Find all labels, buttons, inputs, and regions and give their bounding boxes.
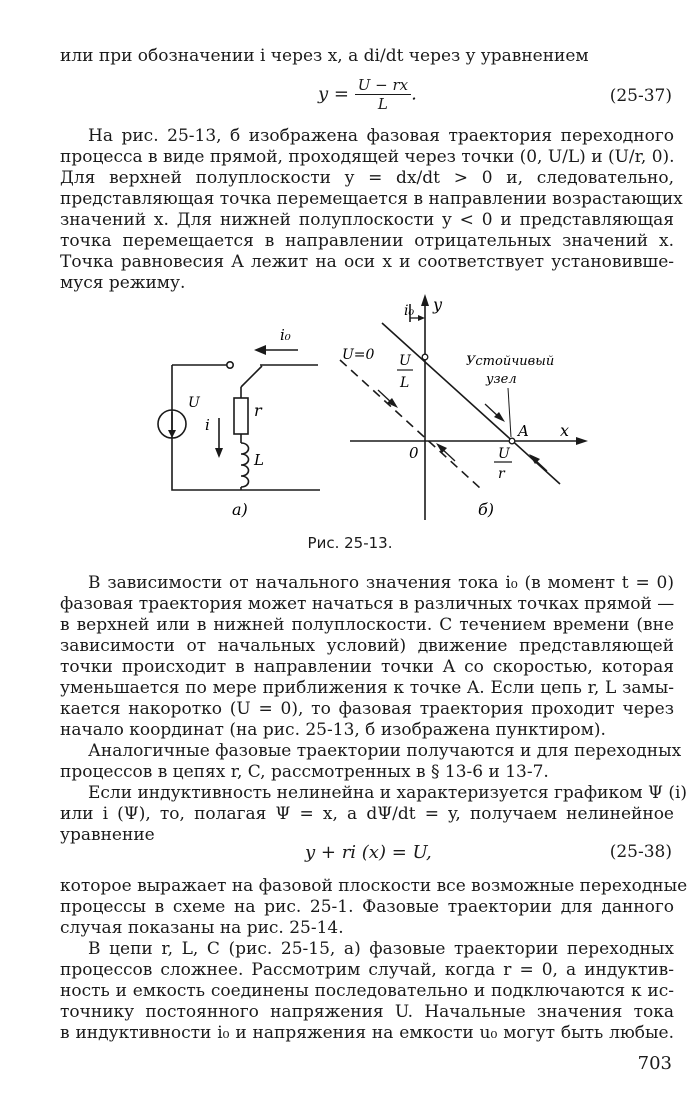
resistor <box>234 398 248 434</box>
circuit-current-label: i₀ <box>280 326 291 344</box>
text-line: точка перемещается в направлении отрицательных значений x. <box>60 231 674 251</box>
text-line: процессов сложнее. Рассмотрим случай, когда r = 0, а индуктив- <box>60 960 674 980</box>
text-line: ность и емкость соединены последовательно и подключаются к ис- <box>60 981 674 1001</box>
text-line: Для верхней полуплоскости y = dx/dt > 0 и, следовательно, <box>60 168 674 188</box>
eq-lhs: y = <box>318 83 349 105</box>
text-line: которое выражает на фазовой плоскости все возможные переходные <box>60 876 688 896</box>
inductor <box>241 443 249 487</box>
i0-label: i₀ <box>404 303 415 319</box>
text-line: случая показаны на рис. 25-14. <box>60 918 344 938</box>
equilibrium-point-a <box>509 438 515 444</box>
switch-blade <box>241 366 262 387</box>
equation-number: (25-37) <box>609 86 672 106</box>
source-label: U <box>188 395 200 411</box>
subfigure-a-label: а) <box>232 500 248 519</box>
text-line: На рис. 25-13, б изображена фазовая траектория переходного <box>88 126 674 146</box>
x-intercept-denominator: r <box>498 466 505 482</box>
resistor-label: r <box>254 401 262 420</box>
text-line: процессы в схеме на рис. 25-1. Фазовые траектории для данного <box>60 897 674 917</box>
y-intercept-point <box>422 354 428 360</box>
fraction <box>355 76 411 113</box>
loop-current-label: i <box>205 416 210 434</box>
x-intercept-numerator: U <box>498 446 510 462</box>
x-axis-label: x <box>560 421 570 440</box>
text-line: начало координат (на рис. 25-13, б изображена пунктиром). <box>60 720 606 740</box>
text-line: Точка равновесия A лежит на оси x и соответствует установивше- <box>60 252 674 272</box>
text-line: значений x. Для нижней полуплоскости y < 0 и представляющая <box>60 210 674 230</box>
subfigure-b-label: б) <box>478 500 495 519</box>
stable-node-label-2: узел <box>486 372 517 387</box>
text-line: уменьшается по мере приближения к точке A. Если цепь r, L замы- <box>60 678 674 698</box>
text-line: В цепи r, L, C (рис. 25-15, а) фазовые траектории переходных <box>88 939 674 959</box>
origin-label: 0 <box>409 444 419 462</box>
text-line: муся режиму. <box>60 273 186 293</box>
text-line: Если индуктивность нелинейна и характеризуется графиком Ψ (i) <box>88 783 688 803</box>
text-line: процессов в цепях r, C, рассмотренных в § 13-6 и 13-7. <box>60 762 549 782</box>
text-line: кается накоротко (U = 0), то фазовая траектория проходит через <box>60 699 674 719</box>
text-line: в верхней или в нижней полуплоскости. С течением времени (вне <box>60 615 674 635</box>
y-intercept-denominator: L <box>400 375 410 391</box>
page-number: 703 <box>637 1053 672 1074</box>
text-line: зависимости от начальных условий) движение представляющей <box>60 636 674 656</box>
u0-label: U=0 <box>342 347 375 363</box>
text-line: в индуктивности i₀ и напряжения на емкости u₀ могут быть любые. <box>60 1023 674 1043</box>
text-line: точнику постоянного напряжения U. Начальные значения тока <box>60 1002 674 1022</box>
text-line: В зависимости от начального значения тока i₀ (в момент t = 0) <box>88 573 674 593</box>
fraction-denominator: L <box>377 95 388 113</box>
equation-25-38: y + ri (x) = U, <box>305 842 432 863</box>
y-axis-label: y <box>433 295 443 314</box>
fraction-numerator: U − rx <box>355 76 411 95</box>
text-line: Аналогичные фазовые траектории получаются и для переходных <box>88 741 682 761</box>
text-line: фазовая траектория может начаться в различных точках прямой — <box>60 594 675 614</box>
figure-25-13 <box>0 290 700 530</box>
equation-25-37 <box>318 76 417 113</box>
y-intercept-numerator: U <box>399 353 411 369</box>
point-a-label: A <box>518 422 529 440</box>
text-line: точки происходит в направлении точки A со скоростью, которая <box>60 657 674 677</box>
text-line: или при обозначении i через x, а di/dt через y уравнением <box>60 46 589 66</box>
switch-contact <box>227 362 233 368</box>
text-line: или i (Ψ), то, полагая Ψ = x, а dΨ/dt = y, получаем нелинейное <box>60 804 674 824</box>
equation-number: (25-38) <box>609 842 672 862</box>
text-line: процесса в виде прямой, проходящей через точки (0, U/L) и (U/r, 0). <box>60 147 675 167</box>
text-line: уравнение <box>60 825 155 845</box>
eq-tail: . <box>411 83 417 105</box>
zero-voltage-trajectory <box>340 360 480 488</box>
circuit-wire-left <box>172 365 320 490</box>
figure-caption: Рис. 25-13. <box>307 534 393 552</box>
stable-node-label-1: Устойчивый <box>466 354 555 369</box>
text-line: представляющая точка перемещается в направлении возрастающих <box>60 189 683 209</box>
inductor-label: L <box>254 451 264 469</box>
